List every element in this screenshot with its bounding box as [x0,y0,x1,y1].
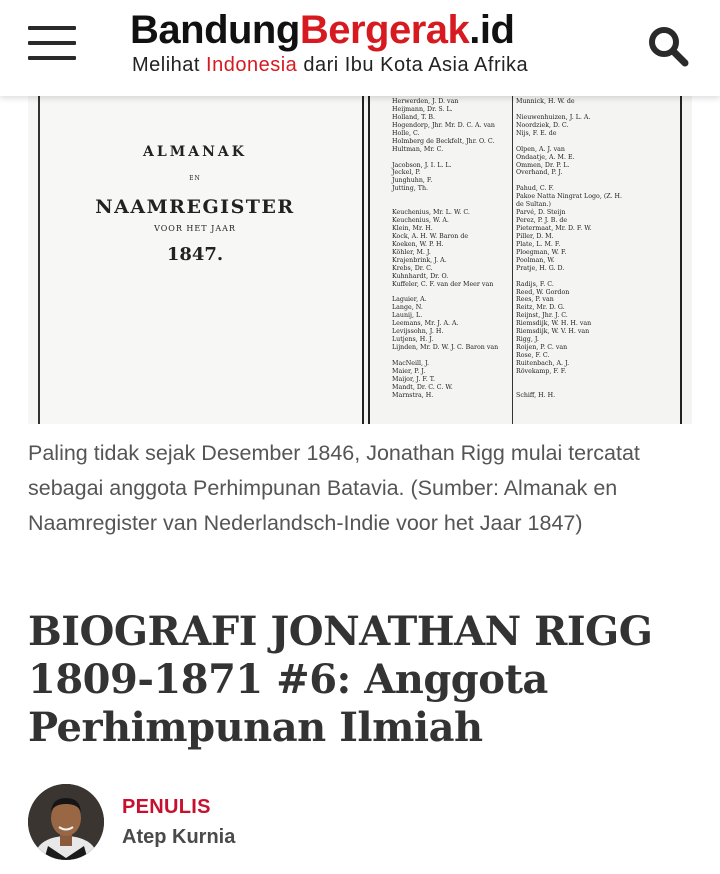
almanac-name-entry: MacNeill, J. [392,359,430,367]
almanac-title-page [28,96,362,424]
almanac-title: ALMANAK [143,144,247,160]
almanac-name-entry: Kock, A. H. W. Baron de [392,232,469,240]
almanac-name-entry [516,273,622,281]
almanac-name-entry: Reitz, Mr. D. G. [516,304,565,312]
almanac-name-entry: Maier, P. J. [392,367,426,375]
almanac-name-entry: Overhand, P. J. [516,169,563,177]
almanac-name-entry: Pahud, C. F. [516,185,554,193]
almanac-name-entry: Nieuwenhuizen, J. L. A. [516,113,591,121]
almanac-name-entry [516,138,622,146]
article-featured-image[interactable] [28,96,692,424]
image-caption: Paling tidak sejak Desember 1846, Jonathan Rigg mulai tercatat sebagai anggota Perhimpunan Batavia. (Sumber: Almanak en Naamregister van Nederlandsch-Indie voor het Jaar 1847) [28,441,640,535]
almanac-name-entry: Parvé, D. Steijn [516,209,566,217]
almanac-name-entry: Holland, T. B. [392,113,436,121]
almanac-name-entry: Levijssohn, J. H. [392,328,444,336]
almanac-name-entry: Reijnst, Jhr. J. C. [516,312,568,320]
almanac-name-entry [516,177,622,185]
almanac-name-entry: Mandt, Dr. C. C. W. [392,383,453,391]
almanac-name-entry: Hultman, Mr. C. [392,145,444,153]
almanac-name-entry: Lijnden, Mr. D. W. J. C. Baron van [392,344,499,352]
almanac-subtitle: VOOR HET JAAR [154,224,236,233]
almanac-name-entry: Rose, F. C. [516,352,550,359]
almanac-name-entry: Holmberg de Beckfelt, Jhr. O. C. [392,137,495,145]
almanac-naamregister: NAAMREGISTER [95,196,295,218]
almanac-name-entry: Klein, Mr. H. [392,225,433,232]
almanac-name-entry: Radijs, F. C. [516,280,554,288]
search-icon[interactable] [646,24,690,68]
almanac-name-entry: Pietermaat, Mr. D. F. W. [516,225,592,232]
almanac-name-entry: Pratje, H. G. D. [516,264,565,272]
almanac-name-entry: Koeken, W. P. H. [392,240,444,248]
almanac-name-entry: Plate, L. M. F. [516,240,561,248]
almanac-name-entry: Holle, C. [392,129,420,137]
almanac-name-entry: Pakoe Natta Ningrat Logo, (Z. H. [516,193,623,201]
almanac-name-entry: Köhler, M. J. [392,248,431,256]
author-avatar[interactable] [28,784,104,860]
almanac-name-entry: Heijmann, Dr. S. L. [392,105,453,113]
almanac-name-entry: Herwerden, J. D. van [392,98,459,105]
almanac-name-entry: Maijor, J. F. T. [392,375,435,383]
almanac-name-entry: Reed, W. Gordon [516,288,570,296]
article-title: BIOGRAFI JONATHAN RIGG 1809-1871 #6: Anggota Perhimpunan Ilmiah [28,608,653,751]
almanac-name-entry: Kuhnhardt, Dr. O. [392,272,449,280]
almanac-name-entry: Leemans, Mr. J. A. A. [392,320,459,328]
almanac-name-entry: Junghuhn, F. [392,177,433,185]
almanac-name-entry: de Sultan.) [516,201,551,209]
almanac-year: 1847. [166,244,224,265]
almanac-name-entry: Schiff, H. H. [516,391,556,399]
almanac-name-entry [516,106,622,114]
almanac-name-entry: Noordziek, D. C. [516,121,569,129]
almanac-name-entry [516,376,622,384]
almanac-name-entry: Riemsdijk, W. V. H. van [516,328,590,336]
almanac-name-list-page [362,96,692,424]
almanac-name-entry [392,193,498,201]
almanac-name-entry: Ploegman, W. F. [516,248,567,256]
almanac-name-entry: Poolman, W. [516,256,555,264]
almanac-name-entry: Hogendorp, Jhr. Mr. D. C. A. van [392,121,495,129]
hamburger-menu-icon[interactable] [28,24,78,62]
almanac-name-entry: Laguier, A. [392,296,427,304]
almanac-name-entry: Ruitenbach, A. J. [516,359,570,367]
almanac-name-entry: Rigg, J. [516,336,539,344]
almanac-name-entry: Ommen, Dr. P. L. [516,161,570,169]
almanac-name-entry: Marnstra, H. [392,391,434,399]
almanac-name-entry: Piller, D. M. [516,232,554,240]
site-logo[interactable] [130,8,590,88]
almanac-name-entry: Olpen, A. J. van [516,145,565,153]
name-list-column-right [516,98,622,400]
almanac-name-entry: Jacobson, J. I. L. L. [392,161,452,169]
almanac-name-entry [392,201,498,209]
name-list-column-left [392,98,498,400]
almanac-name-entry: Perez, P. J. B. de [516,217,568,225]
almanac-name-entry: Keuchenius, W. A. [392,217,449,225]
almanac-name-entry: Rees, P. van [516,296,554,304]
almanac-name-entry: Krebs, Dr. C. [392,264,433,272]
almanac-name-entry: Kuffeler, C. F. van der Meer van [392,280,494,288]
almanac-name-entry [392,352,498,360]
almanac-name-entry: Jutting, Th. [392,185,429,193]
author-role-label: PENULIS [122,796,211,818]
almanac-name-entry: Krajenbrink, J. A. [392,256,447,264]
logo-wordmark: BandungBergerak.id [130,8,515,52]
almanac-name-entry: Ondaatje, A. M. E. [516,153,575,161]
almanac-name-entry: Riemsdijk, W. H. H. van [516,320,592,328]
almanac-name-entry: Munnick, H. W. de [516,98,575,105]
almanac-name-entry: Lutjens, H. J. [392,336,434,344]
logo-tagline: Melihat Indonesia dari Ibu Kota Asia Afrika [132,54,529,76]
almanac-en: EN [189,175,201,182]
almanac-name-entry [392,289,498,297]
almanac-name-entry: Lange, N. [392,304,423,312]
site-header [0,0,720,96]
author-name-link[interactable]: Atep Kurnia [122,826,236,848]
almanac-name-entry: Roijen, P. C. van [516,344,568,352]
almanac-name-entry: Rövekamp, F. F. [516,367,567,375]
almanac-name-entry: Keuchenius, Mr. L. W. C. [392,209,470,217]
almanac-name-entry [516,384,622,392]
almanac-name-entry: Launij, L. [392,312,423,320]
almanac-name-entry: Nijs, F. E. de [516,129,557,137]
almanac-name-entry [392,154,498,162]
almanac-name-entry: Jeckel, P. [392,169,421,177]
